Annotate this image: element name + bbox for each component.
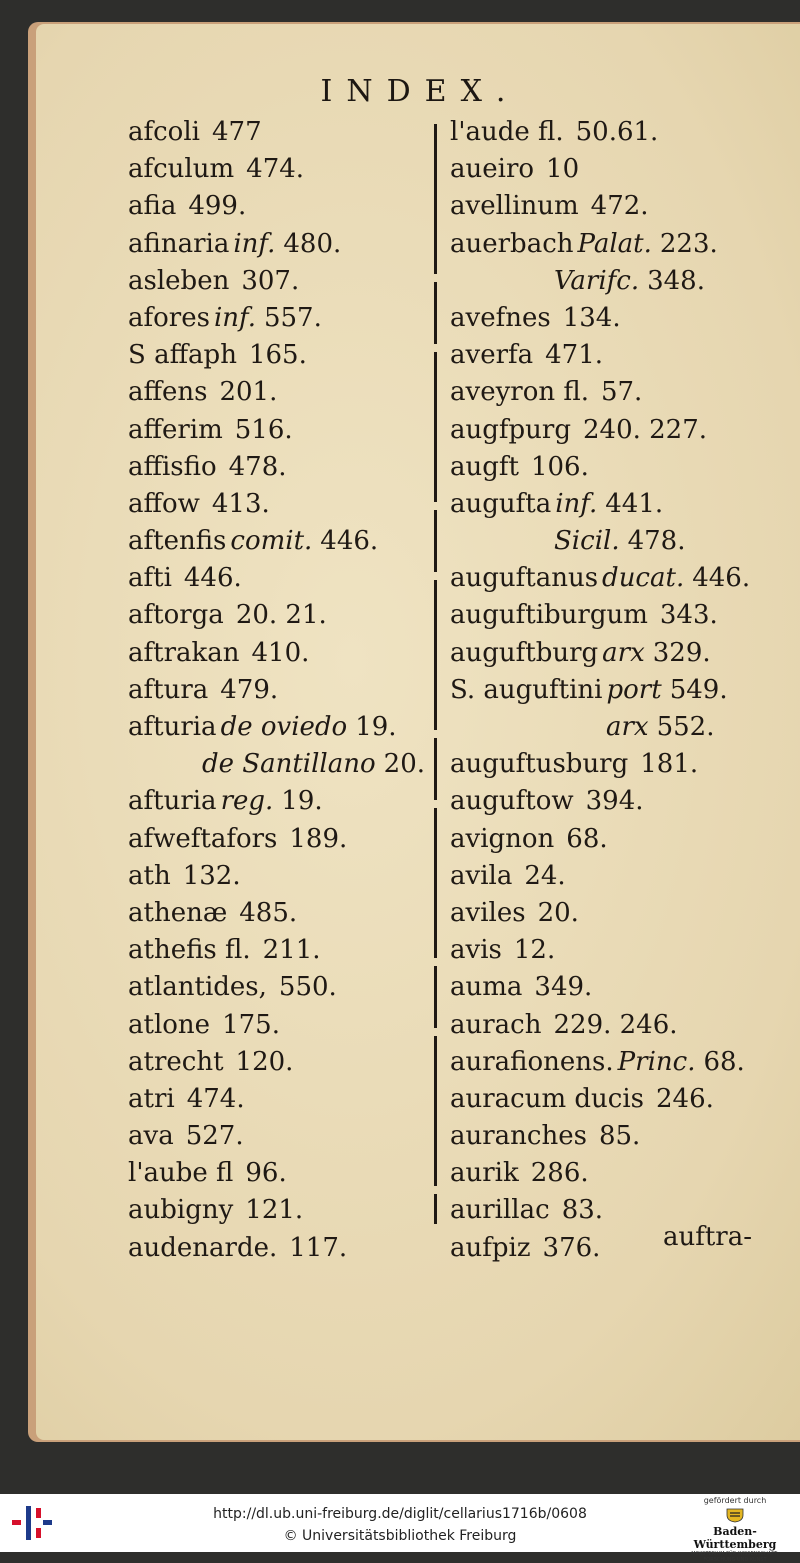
index-entry: [128, 412, 428, 449]
index-entry: [128, 226, 428, 263]
entry-page-reference: 478.: [627, 526, 686, 557]
entry-page-reference: 189.: [289, 823, 348, 854]
index-entry: [128, 1192, 428, 1229]
index-entry: [128, 635, 428, 672]
entry-page-reference: 479.: [220, 674, 279, 705]
index-entry: [128, 263, 428, 300]
entry-page-reference: 446.: [692, 563, 751, 594]
catchword: auftra-: [662, 1222, 752, 1252]
entry-qualifier: de Santillano: [202, 749, 376, 780]
index-entry: [128, 783, 428, 820]
entry-page-reference: 441.: [605, 488, 664, 519]
index-entry: [450, 1044, 770, 1081]
entry-page-reference: 57.: [600, 377, 643, 408]
entry-qualifier: arx: [606, 712, 649, 742]
entry-term: affens: [128, 377, 208, 408]
index-entry: [450, 783, 770, 820]
entry-page-reference: 474.: [246, 154, 305, 185]
entry-term: afia: [128, 191, 177, 222]
index-entry: [450, 374, 770, 411]
index-entry: [128, 1081, 428, 1118]
index-entry: [128, 523, 428, 560]
index-entry: [128, 114, 428, 151]
entry-page-reference: 478.: [228, 451, 287, 482]
entry-page-reference: 85.: [598, 1121, 641, 1152]
entry-page-reference: 211.: [262, 935, 321, 966]
index-entry: [450, 1081, 770, 1118]
entry-page-reference: 516.: [234, 414, 293, 445]
entry-page-reference: 550.: [278, 972, 337, 1003]
entry-qualifier: reg.: [220, 786, 274, 817]
entry-term: aviles: [450, 897, 526, 928]
entry-page-reference: 413.: [211, 488, 270, 519]
entry-term: atlone: [128, 1009, 211, 1040]
entry-page-reference: 472.: [590, 191, 649, 222]
entry-page-reference: 499.: [188, 191, 247, 222]
index-entry: [450, 300, 770, 337]
index-entry: [450, 412, 770, 449]
index-entry: [128, 374, 428, 411]
entry-term: affisfio: [128, 451, 217, 482]
index-entry: [128, 895, 428, 932]
entry-page-reference: 557.: [263, 302, 322, 333]
entry-qualifier: arx: [602, 637, 645, 668]
index-entry: [450, 858, 770, 895]
entry-term: aueiro: [450, 154, 535, 185]
entry-page-reference: 10: [546, 154, 580, 185]
entry-term: afferim: [128, 414, 223, 445]
entry-term: afturia: [128, 712, 217, 742]
entry-term: audenarde.: [128, 1232, 278, 1263]
page-heading: INDEX.: [320, 74, 520, 109]
index-entry: [450, 597, 770, 634]
entry-page-reference: 485.: [239, 897, 298, 928]
funder-badge: [680, 1496, 790, 1563]
entry-page-reference: 410.: [251, 637, 310, 668]
entry-term: afinaria: [128, 228, 230, 259]
entry-term: aftura: [128, 674, 209, 705]
index-entry: [128, 746, 428, 783]
entry-page-reference: 349.: [534, 972, 593, 1003]
index-entry: [450, 821, 770, 858]
entry-page-reference: 394.: [585, 786, 644, 817]
entry-term: augft: [450, 451, 519, 482]
entry-term: aufpiz: [450, 1232, 531, 1263]
entry-page-reference: 12.: [513, 935, 556, 966]
copyright-notice: © Universitätsbibliothek Freiburg: [283, 1528, 517, 1544]
index-entry: [450, 635, 770, 672]
entry-page-reference: 471.: [545, 340, 604, 371]
entry-page-reference: 480.: [283, 228, 342, 259]
index-entry: [450, 895, 770, 932]
entry-qualifier: de oviedo: [220, 712, 348, 742]
index-entry: [450, 709, 770, 746]
index-entry: [128, 337, 428, 374]
entry-term: afweftafors: [128, 823, 278, 854]
index-entry: [128, 672, 428, 709]
entry-page-reference: 329.: [652, 637, 711, 668]
entry-term: auracum ducis: [450, 1083, 645, 1114]
entry-page-reference: 68.: [703, 1046, 745, 1077]
entry-term: aurillac: [450, 1195, 550, 1226]
index-entry: [450, 337, 770, 374]
entry-term: augfpurg: [450, 414, 571, 445]
entry-term: athenæ: [128, 897, 228, 928]
document-url-link[interactable]: http://dl.ub.uni-freiburg.de/diglit/cellarius1716b/0608: [213, 1506, 587, 1522]
entry-page-reference: 19.: [355, 712, 397, 742]
index-entry: [128, 188, 428, 225]
index-entry: [450, 449, 770, 486]
entry-page-reference: 132.: [182, 860, 241, 891]
entry-page-reference: 446.: [183, 563, 242, 594]
entry-term: aurafionens.: [450, 1046, 614, 1077]
entry-term: ava: [128, 1121, 174, 1152]
entry-term: auguftburg: [450, 637, 599, 668]
entry-page-reference: 96.: [245, 1158, 287, 1189]
entry-term: atrecht: [128, 1046, 224, 1077]
entry-page-reference: 552.: [656, 712, 715, 742]
entry-term: avignon: [450, 823, 555, 854]
entry-qualifier: Princ.: [617, 1046, 696, 1077]
entry-page-reference: 165.: [248, 340, 307, 371]
funder-ministry: MINISTERIUM FÜR WISSENSCHAFT, FORSCHUNG UND KUNST: [691, 1551, 779, 1563]
index-entry: [450, 672, 770, 709]
index-entry: [128, 560, 428, 597]
entry-term: auerbach: [450, 228, 574, 259]
entry-qualifier: inf.: [233, 228, 276, 259]
index-entry: [450, 746, 770, 783]
entry-term: afturia: [128, 786, 217, 817]
entry-page-reference: 181.: [640, 749, 699, 780]
index-entry: [450, 151, 770, 188]
entry-term: auranches: [450, 1121, 587, 1152]
entry-term: avefnes: [450, 302, 551, 333]
entry-term: aurach: [450, 1009, 542, 1040]
entry-page-reference: 50.61.: [575, 117, 659, 147]
entry-term: athefis fl.: [128, 935, 251, 966]
entry-page-reference: 246.: [656, 1083, 714, 1114]
entry-term: asleben: [128, 265, 230, 296]
entry-qualifier: Varifc.: [554, 265, 640, 296]
entry-term: aftrakan: [128, 637, 240, 668]
index-entry: [128, 1155, 428, 1192]
entry-term: afculum: [128, 154, 235, 185]
entry-term: ath: [128, 860, 171, 891]
index-entry: [128, 151, 428, 188]
entry-qualifier: inf.: [555, 488, 598, 519]
entry-page-reference: 175.: [222, 1009, 280, 1040]
entry-term: afcoli: [128, 117, 200, 147]
index-entry: [128, 1007, 428, 1044]
index-entry: [450, 263, 770, 300]
entry-term: aftenfis: [128, 526, 227, 557]
entry-page-reference: 20.: [383, 749, 426, 780]
coat-of-arms-icon: [724, 1507, 746, 1523]
entry-term: auguftow: [450, 786, 574, 817]
index-entry: [128, 486, 428, 523]
entry-page-reference: 20. 21.: [235, 600, 327, 631]
entry-page-reference: 24.: [524, 860, 566, 891]
entry-page-reference: 120.: [235, 1046, 294, 1077]
entry-term: auguftanus: [450, 563, 599, 594]
entry-term: afti: [128, 563, 172, 594]
entry-page-reference: 446.: [320, 526, 379, 557]
entry-page-reference: 117.: [289, 1232, 348, 1263]
index-entry: [450, 1118, 770, 1155]
index-entry: [450, 1007, 770, 1044]
entry-term: l'aude fl.: [450, 117, 564, 147]
index-entry: [450, 188, 770, 225]
entry-page-reference: 19.: [281, 786, 323, 817]
entry-page-reference: 527.: [185, 1121, 244, 1152]
index-entry: [450, 560, 770, 597]
entry-term: averfa: [450, 340, 534, 371]
entry-page-reference: 477: [211, 117, 262, 147]
entry-page-reference: 106.: [530, 451, 589, 482]
entry-term: aftorga: [128, 600, 224, 631]
entry-page-reference: 549.: [669, 674, 728, 705]
index-entry: [128, 709, 428, 746]
entry-page-reference: 223.: [659, 228, 718, 259]
index-entry: [128, 858, 428, 895]
index-entry: [450, 932, 770, 969]
entry-page-reference: 376.: [542, 1232, 601, 1263]
entry-term: auma: [450, 972, 523, 1003]
index-entry: [450, 486, 770, 523]
index-entry: [128, 300, 428, 337]
index-entry: [128, 1044, 428, 1081]
entry-qualifier: port: [606, 674, 662, 705]
entry-page-reference: 121.: [245, 1195, 304, 1226]
entry-page-reference: 286.: [530, 1158, 589, 1189]
entry-term: S. auguftini: [450, 674, 603, 705]
index-entry: [128, 1230, 428, 1267]
index-entry: [128, 821, 428, 858]
entry-term: avis: [450, 935, 502, 966]
entry-qualifier: Palat.: [577, 228, 652, 259]
entry-term: atri: [128, 1083, 175, 1114]
entry-page-reference: 201.: [219, 377, 278, 408]
entry-qualifier: ducat.: [602, 563, 685, 594]
index-column-left: [128, 114, 428, 1267]
index-entry: [450, 1155, 770, 1192]
entry-page-reference: 229. 246.: [553, 1009, 678, 1040]
entry-page-reference: 83.: [561, 1195, 604, 1226]
entry-term: l'aube fl: [128, 1158, 234, 1189]
entry-term: aubigny: [128, 1195, 234, 1226]
entry-term: augufta: [450, 488, 552, 519]
entry-term: aurik: [450, 1158, 519, 1189]
entry-page-reference: 20.: [537, 897, 579, 928]
index-entry: [128, 449, 428, 486]
viewer-footer: [0, 1494, 800, 1563]
entry-term: affow: [128, 488, 200, 519]
entry-page-reference: 474.: [186, 1083, 245, 1114]
index-column-right: [450, 114, 770, 1267]
entry-term: aveyron fl.: [450, 377, 589, 408]
entry-term: afores: [128, 302, 210, 333]
entry-page-reference: 343.: [659, 600, 718, 631]
index-entry: [128, 932, 428, 969]
entry-term: auguftiburgum: [450, 600, 648, 631]
index-entry: [450, 114, 770, 151]
index-entry: [450, 226, 770, 263]
entry-page-reference: 348.: [647, 265, 705, 296]
entry-term: avila: [450, 860, 513, 891]
column-divider-rule: [434, 124, 437, 1224]
entry-page-reference: 240. 227.: [582, 414, 708, 445]
index-entry: [450, 523, 770, 560]
entry-qualifier: Sicil.: [554, 526, 620, 557]
index-entry: [128, 1118, 428, 1155]
entry-term: atlantides,: [128, 972, 267, 1003]
entry-page-reference: 307.: [241, 265, 300, 296]
index-entry: [128, 969, 428, 1006]
entry-term: S affaph: [128, 340, 237, 371]
entry-qualifier: comit.: [230, 526, 313, 557]
entry-term: auguftusburg: [450, 749, 629, 780]
entry-term: avellinum: [450, 191, 579, 222]
entry-qualifier: inf.: [213, 302, 256, 333]
funder-intro-text: gefördert durch: [703, 1496, 767, 1505]
entry-page-reference: 68.: [566, 823, 608, 854]
index-entry: [128, 597, 428, 634]
entry-page-reference: 134.: [562, 302, 621, 333]
funder-name: Baden-Württemberg: [693, 1525, 777, 1551]
index-entry: [450, 969, 770, 1006]
